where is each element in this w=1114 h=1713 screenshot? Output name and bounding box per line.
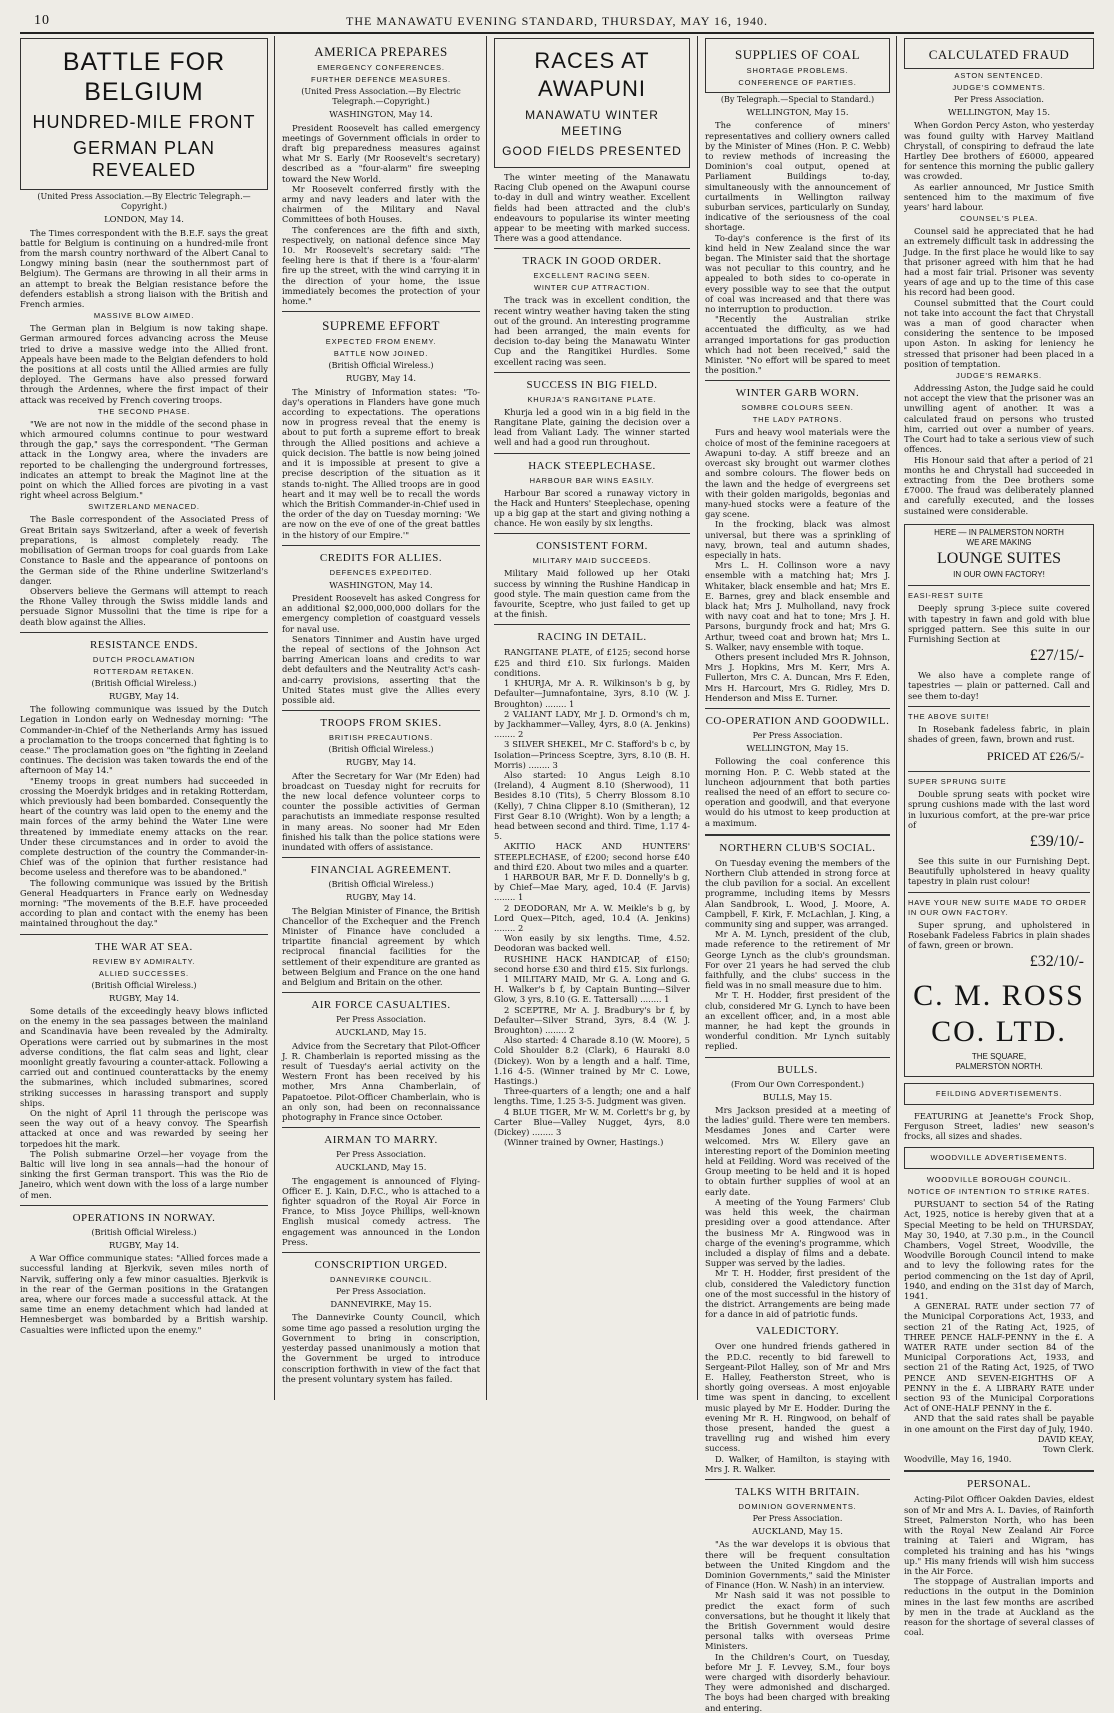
ad-text: IN OUR OWN FACTORY! bbox=[953, 570, 1045, 580]
divider bbox=[705, 834, 890, 836]
feilding-ads-heading-box bbox=[904, 1083, 1094, 1105]
dateline: AUCKLAND, May 15. bbox=[335, 1027, 427, 1038]
headline-war-at-sea: THE WAR AT SEA. bbox=[95, 940, 193, 953]
headline-races-awapuni: RACES AT AWAPUNI bbox=[534, 48, 650, 101]
source-line: (British Official Wireless.) bbox=[91, 678, 197, 688]
paragraph: In the frocking, black was almost universal, but there was a sprinkling of navy, brown, teal and autumn shades, especially in hats. bbox=[705, 519, 890, 560]
subheading: WINTER CUP ATTRACTION. bbox=[533, 283, 651, 293]
column-rule bbox=[697, 36, 698, 1400]
paragraph: When Gordon Percy Aston, who yesterday was found guilty with Harvey Maitland Chrystall, of conspiring to defraud the late Hartley Dee brothers of £6000, appeared for sentence this morning the public gallery was crowded. bbox=[904, 120, 1094, 182]
race-result-line: 2 SCEPTRE, Mr A. J. Bradbury's br f, by Defaulter—Silver Strand, 3yrs, 8.4 (W. J. Broughton) ........ 2 bbox=[494, 1004, 690, 1035]
paragraph: A War Office communique states: "Allied forces made a successful landing at Bjerkvik, seven miles north of Narvik, suffering only a few minor casualties. Bjerkvik is in the rear of the German positions in the Gratangen area, where our forces made a successful attack. At the same time an enemy detachment which had landed at Hemnesberget was bombarded by a British warship. Casualties were inflicted upon the enemy." bbox=[20, 1253, 268, 1335]
subheading: DANNEVIRKE COUNCIL. bbox=[330, 1275, 432, 1285]
dateline: RUGBY, May 14. bbox=[108, 992, 180, 1003]
headline-success-big-field: SUCCESS IN BIG FIELD. bbox=[526, 378, 658, 391]
subheading: THE LADY PATRONS. bbox=[752, 415, 843, 425]
subheading: MILITARY MAID SUCCEEDS. bbox=[532, 556, 652, 566]
divider bbox=[705, 380, 890, 381]
paragraph: To-day's conference is the first of its kind held in New Zealand since the war began. The Minister said that the shortage was not peculiar to this country, and he appealed to both sides to co-operate in every possible way to see that the output of coal was increased and that there was no interruption to production. bbox=[705, 232, 890, 315]
dateline: LONDON, May 14. bbox=[104, 214, 184, 225]
race-result-line: 4 BLUE TIGER, Mr W. M. Corlett's br g, by Carter Blue—Valley Nugget, 4yrs, 8.0 (Dickey) ........ 3 bbox=[494, 1106, 690, 1138]
paragraph: Mr Roosevelt conferred firstly with the army and navy leaders and later with the chairmen of the Military and Naval Committees of both Houses. bbox=[282, 183, 480, 225]
race-result-line: 1 MILITARY MAID, Mr G. A. Long and G. H. Walker's b f, by Captain Bunting—Silver Glow, 3 yrs, 8.10 (G. E. Tattersall) ........ 1 bbox=[494, 973, 690, 1005]
headline-talks-with-britain: TALKS WITH BRITAIN. bbox=[735, 1485, 860, 1498]
ad-item-heading: THE ABOVE SUITE! bbox=[908, 711, 990, 721]
ad-item-text: We also have a complete range of tapestries — plain or patterned. Call and see them to-day! bbox=[908, 670, 1090, 701]
paragraph: In the Children's Court, on Tuesday, before Mr J. F. Levvey, S.M., four boys were charged with disorderly behaviour. They were admonished and discharged. The boys had been charged with breaking and entering. bbox=[705, 1651, 890, 1713]
dateline: RUGBY, May 14. bbox=[345, 892, 417, 903]
subheading: ROTTERDAM RETAKEN. bbox=[93, 666, 195, 676]
column-1 bbox=[20, 38, 268, 1398]
woodville-ads-heading-box bbox=[904, 1147, 1094, 1169]
ad-text: WE ARE MAKING bbox=[966, 537, 1032, 547]
paragraph: Counsel submitted that the Court could not take into account the fact that Chrystall was a man of good character when considering the sentence to be imposed upon Aston. In asking for leniency he stressed that prisoner had been placed in a position of temptation. bbox=[904, 297, 1094, 369]
paragraph: Addressing Aston, the Judge said he could not accept the view that the prisoner was an unwilling agent of another. It was a calculated fraud on persons who trusted him, carried out over a number of years. The Court had to take a serious view of such offences. bbox=[904, 383, 1094, 455]
paragraph: A meeting of the Young Farmers' Club was held this week, the chairman presiding over a good attendance. After the business Mr A. Ringwood was in charge of the evening's programme, which included a display of films and a debate. Supper was served by the ladies. bbox=[705, 1196, 890, 1269]
source-line: (United Press Association.—By Electric Telegraph.—Copyright.) bbox=[301, 87, 461, 107]
ad-item-text: In Rosebank fadeless fabric, in plain shades of green, fawn, brown and rust. bbox=[908, 723, 1090, 744]
divider bbox=[705, 1479, 890, 1480]
paragraph: Some details of the exceedingly heavy blows inflicted on the enemy in the sea passages between the mainland and Scandinavia have been revealed by the Admiralty. Operations were carried out by submarines in the most adverse conditions, the flat calm seas and light, clear moonlight greatly favouring a counter-attack. Following a carried out and continued counterattacks by the enemy the submarines, which included submarines, scored striking successes in harassing transport and supply ships. bbox=[20, 1006, 268, 1108]
subhead-good-fields: GOOD FIELDS PRESENTED bbox=[502, 144, 682, 158]
subheading: ALLIED SUCCESSES. bbox=[99, 968, 189, 978]
ad-item-text: Super sprung, and upholstered in Rosebank Fadeless Fabrics in plain shades of fawn, green or brown. bbox=[908, 919, 1090, 950]
divider bbox=[494, 533, 690, 534]
divider bbox=[282, 992, 480, 993]
dateline: WELLINGTON, May 15. bbox=[746, 743, 849, 754]
ad-price: PRICED AT £26/5/- bbox=[986, 749, 1084, 764]
paragraph: The engagement is announced of Flying-Officer E. J. Kain, D.F.C., who is attached to a fighter squadron of the Royal Air Force in France, to Miss Joyce Phillips, well-known English musical comedy actress. The engagement was announced in the London Press. bbox=[282, 1175, 480, 1247]
divider bbox=[705, 1057, 890, 1058]
ad-price: £27/15/- bbox=[1029, 647, 1084, 665]
paragraph: Mrs L. H. Collinson wore a navy ensemble with a matching hat; Mrs J. Whitaker, black ensemble and hat; Mrs E. E. Barnes, grey and black ensemble and black hat; Mrs J. Mulholland, navy frock with navy coat and hat to tone; Mrs J. H. Parsons, burgundy frock and hat; Mrs G. Arthur, tweed coat and brown hat; Mrs L. S. Walker, navy ensemble with toque. bbox=[705, 560, 890, 652]
notice-date: Woodville, May 16, 1940. bbox=[904, 1454, 1012, 1465]
race-result-line: 2 VALIANT LADY, Mr J. D. Ormond's ch m, by Jackhammer—Valley, 4yrs, 8.0 (A. Jenkins) ........ 2 bbox=[494, 708, 690, 740]
paragraph: After the Secretary for War (Mr Eden) had broadcast on Tuesday night for recruits for the new local defence volunteer corps to counter the possible activities of German parachutists an immediate response resulted in many areas. No sooner had Mr Eden finished his talk than the police stations were inundated with offers of assistance. bbox=[282, 770, 480, 852]
paragraph: The track was in excellent condition, the recent wintry weather having taken the sting out of the ground. An interesting programme had been arranged, the main events for decision to-day being the Manawatu Winter Cup and the Rangitikei Hurdles. Some excellent racing was seen. bbox=[494, 295, 690, 367]
paragraph: Mr T. H. Hodder, first president of the club, considered the Valedictory function one of the most successful in the history of the district. Arrangements are being made for a dance in aid of patriotic funds. bbox=[705, 1268, 890, 1320]
battle-headline-box bbox=[20, 38, 268, 190]
ad-title: LOUNGE SUITES bbox=[937, 550, 1061, 568]
race-conditions: AKITIO HACK AND HUNTERS' STEEPLECHASE, of £200; second horse £40 and third £20. About two miles and a quarter. bbox=[494, 841, 690, 872]
headline-america-prepares: AMERICA PREPARES bbox=[314, 44, 448, 59]
paragraph: Acting-Pilot Officer Oakden Davies, eldest son of Mr and Mrs A. L. Davies, of Rainforth Street, Palmerston North, who has been with the Royal New Zealand Air Force training at Taieri and Wigram, has completed his training and has his "wings up." His many friends will wish him success in the Air Force. bbox=[904, 1494, 1094, 1576]
ad-price: £39/10/- bbox=[1029, 832, 1084, 850]
subheading: MASSIVE BLOW AIMED. bbox=[93, 311, 195, 321]
paragraph: The conferences are the fifth and sixth, respectively, on national defence since May 10. Mr Roosevelt's secretary said: "The feeling here is that if there is a 'four-alarm' fire up the street, with the wind carrying it in the direction of your home, the issue immediately becomes the protection of your home." bbox=[282, 224, 480, 307]
column-rule bbox=[274, 36, 275, 1400]
subheading: THE SECOND PHASE. bbox=[97, 406, 191, 416]
source-line: (British Official Wireless.) bbox=[91, 980, 197, 990]
headline-supreme-effort: SUPREME EFFORT bbox=[322, 318, 440, 334]
page-number: 10 bbox=[34, 13, 50, 28]
dateline: WASHINGTON, May 14. bbox=[329, 579, 433, 590]
races-headline-box bbox=[494, 38, 690, 168]
headline-financial-agreement: FINANCIAL AGREEMENT. bbox=[310, 864, 452, 877]
paragraph: The Dannevirke County Council, which some time ago passed a resolution urging the Government to bring in conscription, yesterday passed unanimously a motion that the Government be urged to introduce conscription forthwith in view of the fact that the present voluntary system has failed. bbox=[282, 1312, 480, 1384]
source-line: (From Our Own Correspondent.) bbox=[730, 1079, 865, 1089]
paragraph: Over one hundred friends gathered in the P.D.C. recently to bid farewell to Sergeant-Pilot Halley, son of Mr and Mrs E. Halley, Featherston Street, who is shortly going overseas. A most enjoyable time was spent in dancing, to excellent music played by Mr E. Hodder. During the evening Mr R. H. Ringwood, on behalf of those present, handed the guest a travelling rug and wished him every success. bbox=[705, 1341, 890, 1454]
dateline: RUGBY, May 14. bbox=[345, 757, 417, 768]
notice-heading: WOODVILLE BOROUGH COUNCIL. bbox=[926, 1175, 1072, 1185]
source-line: Per Press Association. bbox=[954, 95, 1044, 104]
race-result-line: Also started: 10 Angus Leigh 8.10 (Ireland), 4 Augment 8.10 (Sherwood), 11 Besides 8.10 (Tits), 5 Cherry Blossom 8.10 (Kelly), 7 China Clipper 8.10 (Smitheran), 12 First Gear 8.10 (Wright). Won by a length; a head between second and third. Time, 1.17 4-5. bbox=[494, 769, 690, 842]
paragraph: The stoppage of Australian imports and reductions in the output in the Dominion mines in the last few months are ascribed by men in the trade at Auckland as the reason for the shortage of several classes of coal. bbox=[904, 1576, 1094, 1638]
paragraph: The Polish submarine Orzel—her voyage from the Baltic will live long in sea annals—had the honour of sinking the first German transport. This was the Rio de Janeiro, which went down with the loss of a large number of men. bbox=[20, 1148, 268, 1200]
subhead-hundred-mile: HUNDRED-MILE FRONT bbox=[32, 112, 256, 132]
subheading: JUDGE'S COMMENTS. bbox=[952, 83, 1046, 92]
paragraph: D. Walker, of Hamilton, is staying with Mrs J. R. Walker. bbox=[705, 1453, 890, 1474]
headline-calculated-fraud: CALCULATED FRAUD bbox=[928, 47, 1070, 62]
supplies-coal-box bbox=[705, 38, 890, 93]
paragraph: The Ministry of Information states: "To-day's operations in Flanders have gone much according to expectations. The operations now in progress reveal that the enemy is about to put forth a supreme effort to break through the Allied positions and achieve a quick decision. The battle is now being joined and it is impossible at present to give a precise description of the situation as it stands to-night. The Allied troops are in good heart and it may well be to recall the words which the British Commander-in-Chief used in the order of the day on Tuesday morning: 'We are now on the eve of one of the great battles in the history of our Empire.'" bbox=[282, 386, 480, 540]
ad-text: HERE — IN PALMERSTON NORTH bbox=[934, 527, 1064, 537]
source-line: (British Official Wireless.) bbox=[91, 1227, 197, 1237]
source-line: (By Telegraph.—Special to Standard.) bbox=[720, 95, 875, 104]
divider bbox=[282, 1127, 480, 1128]
race-result-line: Three-quarters of a length; one and a half lengths. Time, 1.25 3-5. Judgment was given. bbox=[494, 1086, 690, 1107]
dateline: WASHINGTON, May 14. bbox=[329, 109, 433, 120]
section-heading: WOODVILLE ADVERTISEMENTS. bbox=[930, 1153, 1068, 1163]
race-result-line: (Winner trained by Owner, Hastings.) bbox=[504, 1137, 664, 1148]
paragraph: The German plan in Belgium is now taking shape. German armoured forces advancing across the Meuse tried to drive a massive wedge into the Allied front. Appeals have been made to the Belgian defenders to hold the positions at all costs until the Allied armies are fully deployed. The Germans have also pressed forward through the Ardennes, where the first impact of their attack was received by French covering troops. bbox=[20, 323, 268, 405]
column-2 bbox=[282, 38, 480, 1398]
headline-personal: PERSONAL. bbox=[966, 1478, 1032, 1491]
paragraph: Advice from the Secretary that Pilot-Officer J. R. Chamberlain is reported missing as the result of Tuesday's aerial activity on the Western Front has been received by his mother, Mrs Anna Chamberlain, of Papatoetoe. Pilot-Officer Chamberlain, who is an only son, had been on reconnaissance photography in France since October. bbox=[282, 1040, 480, 1123]
headline-resistance: RESISTANCE ENDS. bbox=[90, 638, 198, 651]
classified-ad: FEATURING at Jeanette's Frock Shop, Ferguson Street, ladies' new season's frocks, all sizes and shades. bbox=[904, 1110, 1094, 1141]
lounge-suites-ad bbox=[904, 524, 1094, 1077]
race-result-line: 3 SILVER SHEKEL, Mr C. Stafford's b c, by Isolation—Princess Sceptre, 3yrs, 8.10 (B. H. Morris) ........ 3 bbox=[494, 739, 690, 770]
dateline: DANNEVIRKE, May 15. bbox=[330, 1299, 432, 1310]
headline-winter-garb: WINTER GARB WORN. bbox=[735, 387, 860, 400]
section-heading: FEILDING ADVERTISEMENTS. bbox=[935, 1088, 1063, 1098]
headline-air-force-casualties: AIR FORCE CASUALTIES. bbox=[311, 999, 451, 1012]
masthead-title: THE MANAWATU EVENING STANDARD, THURSDAY, MAY 16, 1940. bbox=[346, 14, 768, 28]
race-result-line: Also started: 4 Charade 8.10 (W. Moore), 5 Cold Shoulder 8.2 (Clark), 6 Hauraki 8.0 (Dickey). Won by a length and a half. Time, 1.16 4-5. (Winner trained by Mr C. Lowe, Hastings.) bbox=[494, 1035, 690, 1087]
headline-operations-norway: OPERATIONS IN NORWAY. bbox=[72, 1211, 216, 1224]
fraud-headline-box bbox=[904, 38, 1094, 69]
paragraph: The conference of miners' representatives and colliery owners called by the Minister of Mines (Hon. P. C. Webb) to review methods of increasing the Dominion's coal output, opened at Parliament Buildings to-day, simultaneously with the announcement of curtailments in Wellington railway suburban services, particularly on Sunday, indicative of the seriousness of the coal shortage. bbox=[705, 120, 890, 233]
divider bbox=[282, 311, 480, 312]
subhead-manawatu-winter: MANAWATU WINTER MEETING bbox=[525, 108, 659, 138]
subheading: REVIEW BY ADMIRALTY. bbox=[92, 956, 196, 966]
dateline: BULLS, May 15. bbox=[762, 1091, 833, 1102]
divider bbox=[494, 248, 690, 249]
paragraph: President Roosevelt has asked Congress for an additional $2,000,000,000 dollars for the emergency completion of coastguard vessels for naval use. bbox=[282, 592, 480, 634]
divider bbox=[705, 708, 890, 709]
column-3 bbox=[494, 38, 690, 1398]
headline-credits-for-allies: CREDITS FOR ALLIES. bbox=[319, 551, 443, 564]
headline-hack-steeplechase: HACK STEEPLECHASE. bbox=[528, 459, 656, 472]
headline-bulls: BULLS. bbox=[777, 1063, 818, 1076]
column-rule bbox=[486, 36, 487, 1400]
source-line: Per Press Association. bbox=[752, 1513, 843, 1523]
headline-track-good-order: TRACK IN GOOD ORDER. bbox=[522, 255, 662, 268]
paragraph: Senators Tinnimer and Austin have urged the repeal of sections of the Johnson Act barring American loans and credits to war debt defaulters and the Neutrality Act's cash-and-carry provisions, asserting that the United States must give the Allies every possible aid. bbox=[282, 633, 480, 705]
paragraph: Others present included Mrs R. Johnson, Mrs J. Hopkins, Mrs M. Kerr, Mrs A. Fullerton, Mrs C. A. Duncan, Mrs F. Eden, Mrs H. Harcourt, Mrs G. Ridley, Mrs D. Henderson and Miss E. Turner. bbox=[705, 651, 890, 703]
column-5 bbox=[904, 38, 1094, 1638]
ad-item-text: See this suite in our Furnishing Dept. Beautifully upholstered in heavy quality tapestry in plain rust colour! bbox=[908, 855, 1090, 887]
ad-item-text: Deeply sprung 3-piece suite covered with tapestry in fawn and gold with blue sprigged pattern. See this suite in our Furnishing Section at bbox=[908, 603, 1090, 644]
paragraph: The following communique was issued by the British General Headquarters in France early on Wednesday morning: "The movements of the B.E.F. have proceeded according to plan and contact with the enemy has been maintained throughout the day." bbox=[20, 877, 268, 929]
divider bbox=[282, 857, 480, 858]
subheading: COUNSEL'S PLEA. bbox=[959, 214, 1039, 224]
paragraph: Following the coal conference this morning Hon. P. C. Webb stated at the luncheon adjournment that both parties realised the need of an effort to secure co-operation and goodwill, and that everyone would do his utmost to keep production at a maximum. bbox=[705, 756, 890, 828]
ad-item-heading: EASI-REST SUITE bbox=[908, 591, 984, 601]
divider bbox=[20, 1205, 268, 1206]
paragraph: The Times correspondent with the B.E.F. says the great battle for Belgium is continuing on a hundred-mile front from the marsh country northward of the Albert Canal to Longwy mining basin (near the southernmost part of Belgium). The Germans are throwing in all their arms in an attempt to break the Belgian resistance before the defenders establish a strong liaison with the British and French armies. bbox=[20, 227, 268, 310]
paragraph: "Enemy troops in great numbers had succeeded in crossing the Moerdyk bridges and in retaking Rotterdam, which previously had been bombarded. Consequently the heart of the country was laid open to the enemy and the main forces of the army behind the Water Line were threatened by immediate enemy attacks on the rear. Under these circumstances and in order to avoid the complete destruction of the country the Commander-in-Chief was of the opinion that further resistance had become useless and therefore was to be abandoned." bbox=[20, 775, 268, 878]
divider bbox=[494, 453, 690, 454]
source-line: (British Official Wireless.) bbox=[328, 361, 434, 371]
ad-company-name: C. M. ROSS CO. LTD. bbox=[913, 979, 1085, 1049]
subheading: SOMBRE COLOURS SEEN. bbox=[741, 403, 854, 413]
divider bbox=[904, 1470, 1094, 1472]
headline-racing-in-detail: RACING IN DETAIL. bbox=[537, 631, 647, 644]
divider bbox=[20, 632, 268, 633]
paragraph: The following communique was issued by the Dutch Legation in London early on Wednesday morning: "The Commander-in-Chief of the Netherlands Army has issued a proclamation to the troops concerned that fighting is to cease." The proclamation goes on "the fighting in Zeeland continues. The decision was taken towards the end of the afternoon of May 14." bbox=[20, 704, 268, 776]
dateline: RUGBY, May 14. bbox=[108, 1240, 180, 1251]
subheading: SHORTAGE PROBLEMS. bbox=[746, 66, 849, 75]
ad-price: £32/10/- bbox=[1029, 953, 1084, 971]
divider bbox=[494, 372, 690, 373]
source-line: (British Official Wireless.) bbox=[328, 880, 434, 890]
paragraph: As earlier announced, Mr Justice Smith sentenced him to the maximum of five years' hard labour. bbox=[904, 181, 1094, 213]
source-line: Per Press Association. bbox=[336, 1150, 426, 1160]
paragraph: Counsel said he appreciated that he had an extremely difficult task in addressing the Judge. In the first place he would like to say that prisoner agreed with him that he had had a most fair trial. Prisoner was seventy years of age and up to the time of this case his record had been good. bbox=[904, 226, 1094, 298]
subheading: DUTCH PROCLAMATION bbox=[92, 654, 196, 664]
paragraph: Khurja led a good win in a big field in the Rangitane Plate, gaining the decision over a lead from Valiant Lady. The winner started well and had a good run throughout. bbox=[494, 406, 690, 448]
headline-valedictory: VALEDICTORY. bbox=[755, 1325, 840, 1338]
column-rule bbox=[896, 36, 897, 1400]
subheading: DOMINION GOVERNMENTS. bbox=[738, 1501, 857, 1511]
headline-northern-club: NORTHERN CLUB'S SOCIAL. bbox=[719, 841, 876, 854]
divider bbox=[494, 624, 690, 625]
notice-subheading: NOTICE OF INTENTION TO STRIKE RATES. bbox=[907, 1187, 1091, 1197]
paragraph: Harbour Bar scored a runaway victory in the Hack and Hunters' Steeplechase, opening up a big gap at the start and giving nothing a chance. He won easily by six lengths. bbox=[494, 487, 690, 529]
dateline: AUCKLAND, May 15. bbox=[335, 1162, 427, 1173]
notice-paragraph: AND that the said rates shall be payable in one amount on the First day of July, 1940. bbox=[904, 1413, 1094, 1434]
headline-airman-to-marry: AIRMAN TO MARRY. bbox=[324, 1134, 438, 1147]
paragraph: Mr A. M. Lynch, president of the club, made reference to the retirement of Mr George Lynch as the club's groundsman. For over 21 years he had served the club faithfully, and the clubs' success in the field was in no small measure due to him. bbox=[705, 929, 890, 991]
subheading: KHURJA'S RANGITANE PLATE. bbox=[527, 394, 657, 404]
race-conditions: RANGITANE PLATE, of £125; second horse £25 and third £10. Six furlongs. Maiden conditions. bbox=[494, 647, 690, 678]
paragraph: "We are not now in the middle of the second phase in which armoured columns continue to pour westward through the gap," says the correspondent. "The German attack in the Longwy area, where the invaders are reported to be challenging the underground fortresses, indicates an attempt to break the Maginot line at the point on which the Allied forces are pivoting in a vast right wheel across Belgium." bbox=[20, 418, 268, 501]
subheading: SWITZERLAND MENACED. bbox=[88, 502, 200, 512]
divider bbox=[908, 585, 1090, 586]
dateline: RUGBY, May 14. bbox=[108, 690, 180, 701]
subheading: FURTHER DEFENCE MEASURES. bbox=[311, 75, 451, 84]
subheading: BRITISH PRECAUTIONS. bbox=[329, 733, 433, 743]
notice-paragraph: PURSUANT to section 54 of the Rating Act, 1925, notice is hereby given that at a Special Meeting to be held on THURSDAY, May 30, 1940, at 7.30 p.m., in the Council Chambers, Vogel Street, Woodville, the Woodville Borough Council intend to make and to levy the following rates for the period commencing on the 1st day of April, 1940, and ending on the 31st day of March, 1941. bbox=[904, 1199, 1094, 1302]
divider bbox=[908, 706, 1090, 707]
source-line: Per Press Association. bbox=[336, 1287, 426, 1297]
headline-cooperation-goodwill: CO-OPERATION AND GOODWILL. bbox=[705, 714, 890, 727]
dateline: RUGBY, May 14. bbox=[345, 373, 417, 384]
paragraph: The Belgian Minister of Finance, the British Chancellor of the Exchequer and the French Minister of Finance have concluded a tripartite financial agreement by which reciprocal financial facilities for the settlement of their expenditure are granted as between Belgium and France on the one hand and Belgium and Britain on the other. bbox=[282, 905, 480, 988]
dateline: WELLINGTON, May 15. bbox=[947, 107, 1051, 118]
masthead bbox=[20, 8, 1094, 34]
headline-supplies-of-coal: SUPPLIES OF COAL bbox=[734, 47, 861, 62]
divider bbox=[20, 934, 268, 935]
subheading: BATTLE NOW JOINED. bbox=[333, 349, 429, 359]
paragraph: His Honour said that after a period of 21 months he and Chrystall had succeeded in extracting from the Dee brothers some £7000. The fraud was deliberately planned and carefully executed, and the losses sustained were considerable. bbox=[904, 454, 1094, 516]
dateline: WELLINGTON, May 15. bbox=[746, 107, 849, 118]
source-line: Per Press Association. bbox=[336, 1015, 426, 1025]
notice-signature: Town Clerk. bbox=[1043, 1444, 1094, 1455]
subheading: DEFENCES EXPEDITED. bbox=[329, 567, 433, 577]
race-result-line: Won easily by six lengths. Time, 4.52. Deodoran was backed well. bbox=[494, 933, 690, 954]
ad-item-heading: SUPER SPRUNG SUITE bbox=[908, 777, 1007, 787]
divider bbox=[908, 892, 1090, 893]
notice-signature: DAVID KEAY, bbox=[1037, 1433, 1094, 1444]
paragraph: President Roosevelt has called emergency meetings of Government officials in order to draft big preparedness measures against what Mr S. Early (Mr Roosevelt's secretary) described as a "four-alarm" fire sweeping toward the New World. bbox=[282, 122, 480, 184]
paragraph: The Basle correspondent of the Associated Press of Great Britain says Switzerland, after a week of feverish preparations, is almost completely ready. The mobilisation of German troops for coal guards from Lake Constance to Basle and the appearance of pontoons on the German side of the Rhine underline Switzerland's danger. bbox=[20, 514, 268, 586]
race-conditions: RUSHINE HACK HANDICAP, of £150; second horse £30 and third £15. Six furlongs. bbox=[494, 953, 690, 974]
paragraph: The winter meeting of the Manawatu Racing Club opened on the Awapuni course to-day in dull and wintry weather. Excellent fields had been attracted and the club's endeavours to popularise its winter meeting appear to be meeting with marked success. There was a good attendance. bbox=[494, 172, 690, 244]
subhead-german-plan: GERMAN PLAN REVEALED bbox=[72, 138, 216, 180]
headline-battle: BATTLE FOR BELGIUM bbox=[62, 48, 226, 106]
divider bbox=[908, 771, 1090, 772]
paragraph: Mr Nash said it was not possible to predict the exact form of such conversations, but he thought it likely that the British Government would desire personal talks with overseas Prime Ministers. bbox=[705, 1590, 890, 1652]
subheading: CONFERENCE OF PARTIES. bbox=[738, 78, 857, 87]
source-line: (United Press Association.—By Electric Telegraph.—Copyright.) bbox=[37, 192, 251, 212]
source-line: (British Official Wireless.) bbox=[328, 745, 434, 755]
divider bbox=[282, 710, 480, 711]
subheading: EMERGENCY CONFERENCES. bbox=[317, 63, 445, 72]
ad-item-text: Double sprung seats with pocket wire sprung cushions made with the last word in luxurious comfort, at the pre-war price of bbox=[908, 789, 1090, 830]
subheading: EXCELLENT RACING SEEN. bbox=[533, 271, 651, 281]
subheading: JUDGE'S REMARKS. bbox=[956, 371, 1042, 381]
headline-conscription-urged: CONSCRIPTION URGED. bbox=[314, 1259, 448, 1272]
ad-address: THE SQUARE, bbox=[971, 1052, 1027, 1062]
headline-consistent-form: CONSISTENT FORM. bbox=[536, 540, 648, 553]
race-result-line: 1 HARBOUR BAR, Mr F. D. Donnelly's b g, by Chief—Mae Mary, aged, 10.4 (F. Jarvis) ........ 1 bbox=[494, 871, 690, 903]
race-result-line: 2 DEODORAN, Mr A. W. Meikle's b g, by Lord Quex—Pitch, aged, 10.4 (A. Jenkins) ........ 2 bbox=[494, 902, 690, 933]
paragraph: On Tuesday evening the members of the Northern Club attended in strong force at the club pavilion for a social. An excellent programme, including items by Messrs Alan Sandbrook, L. Wood, J. Moore, A. Campbell, F. Kirk, F. McLachlan, J. King, a community sing and supper, was arranged. bbox=[705, 857, 890, 930]
paragraph: Observers believe the Germans will attempt to reach the Rhone Valley through the Swiss middle lands and persuade Signor Mussolini that the time is ripe for a death blow against the Allies. bbox=[20, 585, 268, 627]
subheading: HARBOUR BAR WINS EASILY. bbox=[529, 475, 655, 485]
paragraph: Mr T. H. Hodder, first president of the club, considered Mr G. Lynch to have been an excellent officer, and, in a most able manner, he had kept the grounds in wonderful condition. Mr Lynch suitably replied. bbox=[705, 990, 890, 1052]
dateline: AUCKLAND, May 15. bbox=[752, 1526, 843, 1537]
divider bbox=[282, 1252, 480, 1253]
paragraph: Furs and heavy wool materials were the choice of most of the feminine racegoers at Awapuni to-day. A stiff breeze and an overcast sky brought out warmer clothes and sombre colours. The flower beds on the lawn and the hedge of evergreens set with their golden marigolds, begonias and many-hued stocks were a feature of the gay scene. bbox=[705, 427, 890, 520]
paragraph: Mrs Jackson presided at a meeting of the ladies' guild. There were ten members. Mesdames Jones and Carter were welcomed. Mrs W. Ellery gave an interesting report of the Dominion meeting held at Feilding. Word was received of the Group meeting to be held and it is hoped to obtain further supplies of wool at an early date. bbox=[705, 1105, 890, 1197]
paragraph: "As the war develops it is obvious that there will be frequent consultation between the United Kingdom and the Dominion Governments," said the Minister of Finance (Hon. W. Nash) in an interview. bbox=[705, 1539, 890, 1591]
paragraph: On the night of April 11 through the periscope was seen the way out of a heavy convoy. The Spearfish attacked at once and was rewarded by seeing her torpedoes hit the mark. bbox=[20, 1108, 268, 1149]
ad-address: PALMERSTON NORTH. bbox=[955, 1062, 1043, 1072]
ad-item-heading: HAVE YOUR NEW SUITE MADE TO ORDER IN OUR OWN FACTORY. bbox=[908, 897, 1087, 917]
headline-troops-from-skies: TROOPS FROM SKIES. bbox=[320, 717, 442, 730]
source-line: Per Press Association. bbox=[752, 730, 843, 740]
paragraph: Military Maid followed up her Otaki success by winning the Rushine Handicap in good style. The main question came from the favourite, Sceptre, who just failed to get up at the finish. bbox=[494, 568, 690, 620]
paragraph: "Recently the Australian strike accentuated the difficulty, as we had arranged importations for gas production which had not been received," said the Minister. "No effort will be spared to meet the position." bbox=[705, 314, 890, 376]
subheading: ASTON SENTENCED. bbox=[954, 71, 1044, 80]
divider bbox=[282, 545, 480, 546]
subheading: EXPECTED FROM ENEMY. bbox=[325, 337, 437, 347]
column-4 bbox=[705, 38, 890, 1713]
notice-paragraph: A GENERAL RATE under section 77 of the Municipal Corporations Act, 1933, and section 21 of the Rating Act, 1925, of THREE PENCE HALF-PENNY in the £. A WATER RATE under section 84 of the Municipal Corporations Act, 1933, and section 21 of the Rating Act, 1925, of TWO PENCE AND SEVEN-EIGHTHS OF A PENNY in the £. A LIBRARY RATE under section 93 of the Municipal Corporations Act of ONE-HALF PENNY in the £. bbox=[904, 1301, 1094, 1414]
race-result-line: 1 KHURJA, Mr A. R. Wilkinson's b g, by Defaulter—Jumnafontaine, 3yrs, 8.10 (W. J. Broughton) ........ 1 bbox=[494, 678, 690, 709]
